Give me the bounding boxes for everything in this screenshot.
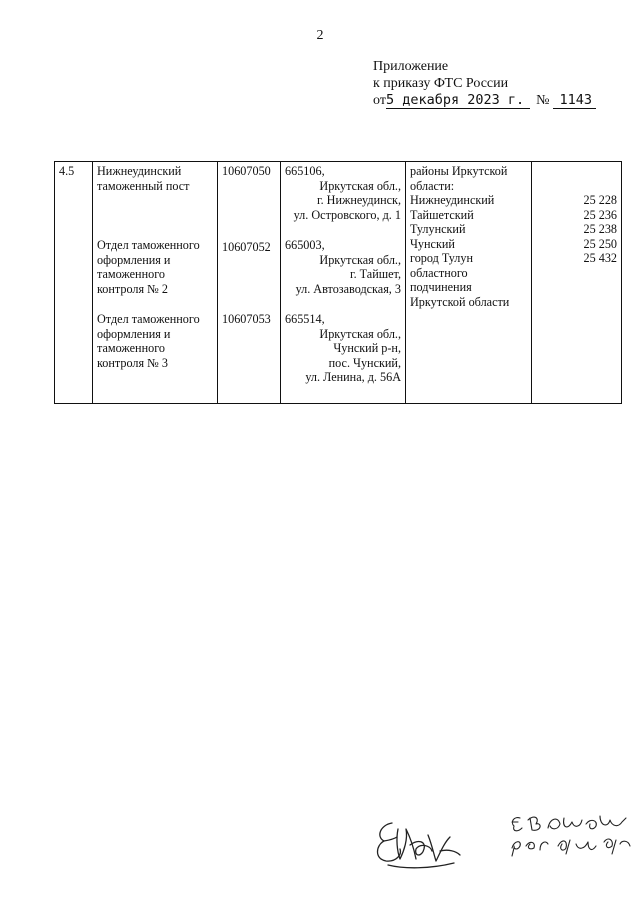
post-code-3: 10607053: [222, 312, 271, 326]
customs-posts-table: [54, 161, 622, 404]
post-code-2: 10607052: [222, 240, 271, 254]
page-number: 2: [316, 28, 324, 43]
order-number-label: №: [536, 93, 550, 108]
post-names-cell: [93, 162, 218, 404]
district-item: Чунский: [410, 236, 455, 251]
post-codes-cell: [218, 162, 281, 404]
region-cell: [406, 162, 532, 404]
district-item: Тулунский: [410, 222, 466, 236]
post-code-1: 10607050: [222, 164, 271, 178]
district-item: город Тулун: [410, 251, 473, 265]
appendix-order-ref: к приказу ФТС России: [373, 76, 509, 91]
post-addresses-cell: [281, 162, 406, 404]
order-date-number-line: [373, 92, 596, 109]
okato-codes-cell: [532, 162, 622, 404]
post-address-2: 665003, Иркутская обл., г. Тайшет, ул. Автозаводская, 3: [285, 238, 401, 296]
post-name-1: Нижнеудинский таможенный пост: [97, 164, 190, 193]
okato-code: 25 236: [583, 207, 617, 222]
post-address-1: 665106, Иркутская обл., г. Нижнеудинск, ул. Островского, д. 1: [285, 164, 401, 222]
okato-code: 25 250: [583, 236, 617, 251]
appendix-title: Приложение: [373, 59, 449, 74]
district-item: Нижнеудинский: [410, 193, 495, 207]
okato-code: 25 432: [583, 251, 617, 265]
row-number: 4.5: [59, 164, 75, 178]
district-item: подчинения: [410, 280, 472, 294]
post-name-3: Отдел таможенного оформления и таможенного контроля № 3: [97, 312, 200, 370]
order-number: 1143: [553, 92, 596, 109]
district-item: Иркутской области: [410, 294, 510, 309]
district-item: Тайшетский: [410, 207, 474, 222]
district-item: областного: [410, 265, 468, 280]
handwritten-signer-note: [508, 806, 633, 866]
appendix-header: [373, 58, 596, 109]
order-date-prefix: от: [373, 93, 386, 108]
row-number-cell: [55, 162, 93, 404]
okato-code: 25 238: [583, 222, 617, 236]
post-address-3: 665514, Иркутская обл., Чунский р-н, пос. Чунский, ул. Ленина, д. 56А: [285, 312, 401, 384]
order-date: 5 декабря 2023 г.: [386, 92, 530, 109]
table-row: [55, 162, 622, 404]
handwritten-signature: [370, 815, 466, 875]
okato-code: 25 228: [583, 193, 617, 207]
region-header-line: районы Иркутской: [410, 164, 508, 178]
region-header-line: области:: [410, 178, 455, 193]
post-name-2: Отдел таможенного оформления и таможенного контроля № 2: [97, 238, 200, 296]
